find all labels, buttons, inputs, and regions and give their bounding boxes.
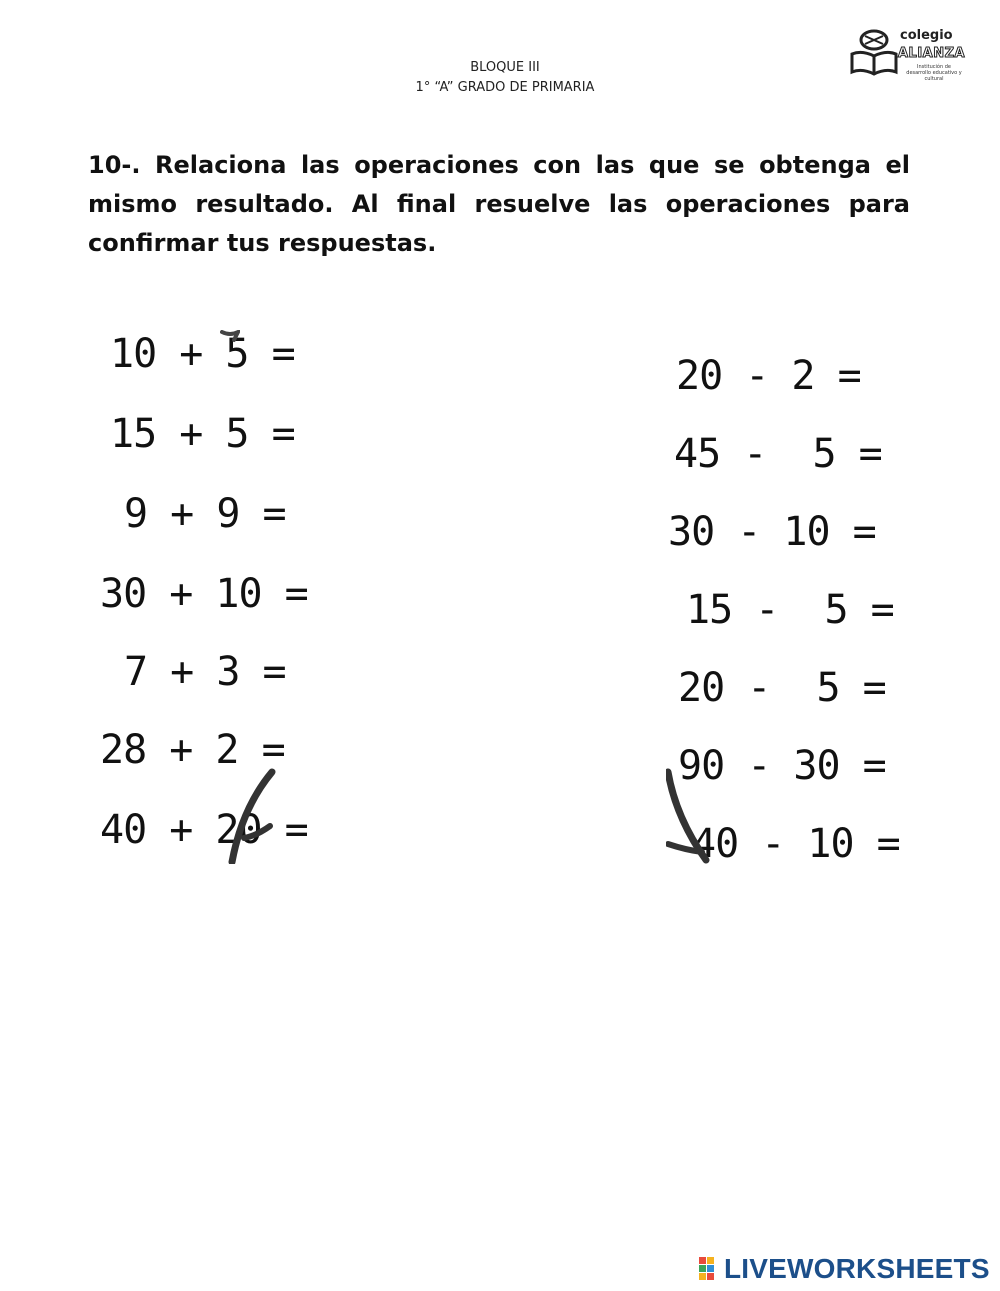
footer-brand[interactable]: LIVEWORKSHEETS: [724, 1253, 990, 1284]
right-operation[interactable]: 90 - 30 =: [678, 743, 886, 789]
right-operation[interactable]: 15 - 5 =: [686, 587, 894, 633]
left-operation[interactable]: 40 + 20 =: [100, 807, 308, 853]
left-operation[interactable]: 9 + 9 =: [124, 491, 286, 537]
right-operation[interactable]: 20 - 2 =: [676, 353, 861, 399]
check-mark-icon: [220, 330, 240, 344]
logo-cube-icon: [699, 1265, 706, 1272]
logo-tagline: Institución de desarrollo educativo y cultural: [906, 64, 962, 82]
logo-cube-icon: [707, 1265, 714, 1272]
right-operation[interactable]: 30 - 10 =: [668, 509, 876, 555]
left-operation[interactable]: 15 + 5 =: [110, 411, 295, 457]
instructions-text: 10-. Relaciona las operaciones con las que se obtenga el mismo resultado. Al final resuelve las operaciones para confirmar tus respuestas.: [88, 151, 910, 257]
logo-cube-icon: [699, 1257, 706, 1264]
liveworksheets-footer: [697, 1251, 997, 1287]
left-operation[interactable]: 7 + 3 =: [124, 649, 286, 695]
left-operation[interactable]: 10 + 5 =: [110, 331, 295, 377]
book-ball-icon: [848, 26, 904, 82]
check-mark-icon: [666, 768, 710, 864]
right-operation[interactable]: 45 - 5 =: [674, 431, 882, 477]
logo-cube-icon: [699, 1273, 706, 1280]
left-operation[interactable]: 30 + 10 =: [100, 571, 308, 617]
grade-title: 1° “A” GRADO DE PRIMARIA: [415, 80, 595, 95]
left-operation[interactable]: 28 + 2 =: [100, 727, 285, 773]
check-mark-icon: [226, 768, 276, 864]
logo-brand: ALIANZA: [898, 46, 966, 61]
logo-cube-icon: [707, 1257, 714, 1264]
logo-cube-icon: [707, 1273, 714, 1280]
right-operation[interactable]: 20 - 5 =: [678, 665, 886, 711]
block-title: BLOQUE III: [470, 60, 540, 75]
school-logo: [848, 26, 968, 86]
right-operation[interactable]: 40 - 10 =: [692, 821, 900, 867]
logo-word: colegio: [900, 28, 953, 43]
